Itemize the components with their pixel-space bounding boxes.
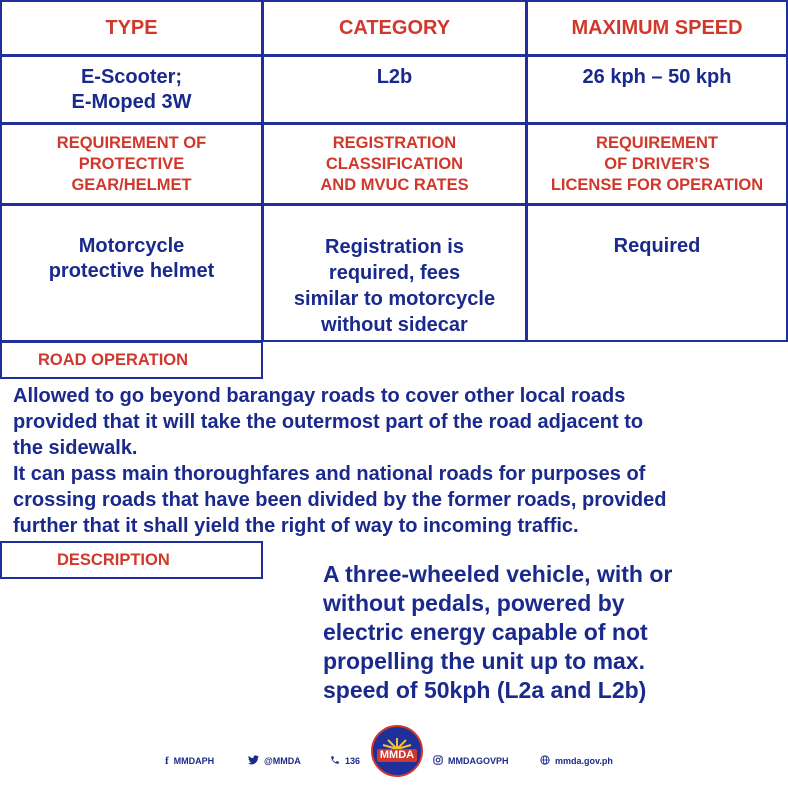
instagram-icon bbox=[433, 755, 443, 768]
globe-icon bbox=[540, 755, 550, 768]
road-operation-text: Allowed to go beyond barangay roads to cover other local roads provided that it will take the outermost part of the road adjacent to the sidewalk. It can pass main thoroughfares and national roads for purposes of crossing roads that have been divided by the former roads, provided further that it shall yield the right of way to incoming traffic. bbox=[13, 385, 667, 537]
cell-license-value bbox=[526, 204, 788, 342]
header-category-label: CATEGORY bbox=[338, 16, 451, 39]
road-operation-label-text: ROAD OPERATION bbox=[38, 350, 189, 369]
footer bbox=[0, 749, 788, 773]
footer-hotline[interactable] bbox=[330, 749, 360, 773]
description-label-text: DESCRIPTION bbox=[57, 550, 170, 569]
header-type-label: TYPE bbox=[105, 16, 158, 39]
header-license bbox=[526, 123, 788, 205]
header-type bbox=[0, 0, 263, 56]
instagram-handle: MMDAGOVPH bbox=[448, 756, 509, 766]
registration-value: Registration is required, fees similar to motorcycle without sidecar bbox=[293, 236, 496, 336]
facebook-icon: f bbox=[165, 755, 169, 767]
hotline-number: 136 bbox=[345, 756, 361, 766]
mmda-logo bbox=[371, 725, 423, 777]
type-value: E-Scooter; E-Moped 3W bbox=[71, 66, 192, 113]
footer-facebook[interactable] bbox=[165, 749, 214, 773]
logo-text: MMDA bbox=[377, 749, 417, 762]
road-operation-label bbox=[0, 341, 263, 379]
header-registration-label: REGISTRATION CLASSIFICATION AND MVUC RATES bbox=[320, 133, 469, 194]
cell-category-value bbox=[262, 55, 527, 124]
footer-website[interactable] bbox=[540, 749, 613, 773]
description-label bbox=[0, 541, 263, 579]
header-registration bbox=[262, 123, 527, 205]
header-category bbox=[262, 0, 527, 56]
footer-twitter[interactable] bbox=[248, 749, 301, 773]
header-max-speed bbox=[526, 0, 788, 56]
footer-instagram[interactable] bbox=[433, 749, 509, 773]
description-text: A three-wheeled vehicle, with or without pedals, powered by electric energy capable of not propelling the unit up to max. speed of 50kph (L2a and L2b) bbox=[323, 561, 673, 703]
cell-speed-value bbox=[526, 55, 788, 124]
header-license-label: REQUIREMENT OF DRIVER’S LICENSE FOR OPERATION bbox=[550, 133, 764, 194]
helmet-value: Motorcycle protective helmet bbox=[48, 235, 215, 282]
phone-icon bbox=[330, 755, 340, 768]
cell-type-value bbox=[0, 55, 263, 124]
speed-value: 26 kph – 50 kph bbox=[582, 66, 732, 88]
header-protective-gear bbox=[0, 123, 263, 205]
header-max-speed-label: MAXIMUM SPEED bbox=[571, 16, 743, 39]
website-url: mmda.gov.ph bbox=[555, 756, 613, 766]
sun-rays-icon bbox=[382, 737, 412, 749]
cell-helmet-value bbox=[0, 204, 263, 342]
twitter-handle: @MMDA bbox=[264, 756, 301, 766]
cell-registration-value bbox=[262, 204, 527, 342]
facebook-handle: MMDAPH bbox=[173, 756, 215, 766]
license-value: Required bbox=[613, 235, 701, 257]
header-protective-gear-label: REQUIREMENT OF PROTECTIVE GEAR/HELMET bbox=[56, 133, 207, 194]
category-value: L2b bbox=[376, 66, 413, 88]
twitter-icon bbox=[248, 755, 259, 768]
